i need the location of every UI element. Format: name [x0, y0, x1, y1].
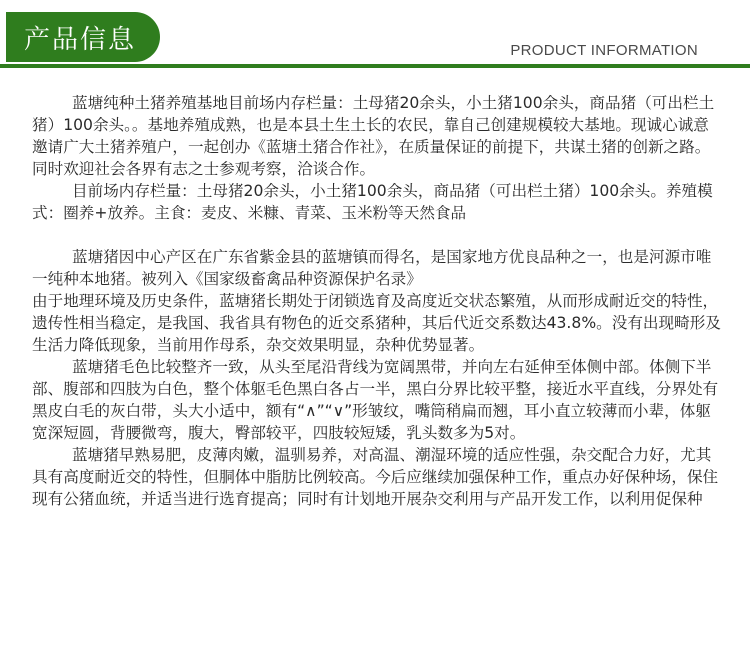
paragraph-stock: 目前场内存栏量：土母猪20余头，小土猪100余头，商品猪（可出栏土猪）100余头。养殖模式：圈养+放养。主食：麦皮、米糠、青菜、玉米粉等天然食品 — [32, 182, 713, 222]
section-subtitle: PRODUCT INFORMATION — [510, 42, 698, 59]
paragraph-breed-origin: 蓝塘猪因中心产区在广东省紫金县的蓝塘镇而得名，是国家地方优良品种之一，也是河源市唯一纯种本地猪。被列入《国家级畜禽品种资源保护名录》 — [32, 248, 712, 288]
product-description — [32, 92, 722, 510]
paragraph-breed-traits: 由于地理环境及历史条件，蓝塘猪长期处于闭锁选育及高度近交状态繁殖，从而形成耐近交的特性，遗传性相当稳定，是我国、我省具有物色的近交系猪种，其后代近交系数达43.8%。没有出现畸形及生活力降低现象，当前用作母系，杂交效果明显，杂种优势显著。 — [32, 292, 721, 354]
section-header — [0, 0, 750, 66]
section-title: 产品信息 — [24, 25, 137, 55]
paragraph-base-intro: 蓝塘纯种土猪养殖基地目前场内存栏量：土母猪20余头，小土猪100余头，商品猪（可出栏土猪）100余头。。基地养殖成熟，也是本县土生土长的农民，靠自己创建规模较大基地。现诚心诚意邀请广大土猪养殖户，一起创办《蓝塘土猪合作社》，在质量保证的前提下，共谋土猪的创新之路。同时欢迎社会各界有志之士参观考察，洽谈合作。 — [32, 94, 715, 178]
paragraph-advantages: 蓝塘猪早熟易肥，皮薄肉嫩，温驯易养，对高温、潮湿环境的适应性强，杂交配合力好，尤其具有高度耐近交的特性，但胴体中脂肪比例较高。今后应继续加强保种工作，重点办好保种场，保住现有公猪血统，并适当进行选育提高；同时有计划地开展杂交利用与产品开发工作，以利用促保种 — [32, 446, 719, 508]
header-divider — [0, 64, 750, 68]
spacer — [32, 224, 722, 246]
paragraph-appearance: 蓝塘猪毛色比较整齐一致，从头至尾沿背线为宽阔黑带，并向左右延伸至体侧中部。体侧下半部、腹部和四肢为白色，整个体躯毛色黑白各占一半，黑白分界比较平整，接近水平直线，分界处有黑皮白毛的灰白带，头大小适中，额有“∧”“∨”形皱纹，嘴筒稍扁而翘，耳小直立较薄而小辈，体躯宽深短圆，背腰微弯，腹大，臀部较平，四肢较短矮，乳头数多为5对。 — [32, 358, 719, 442]
